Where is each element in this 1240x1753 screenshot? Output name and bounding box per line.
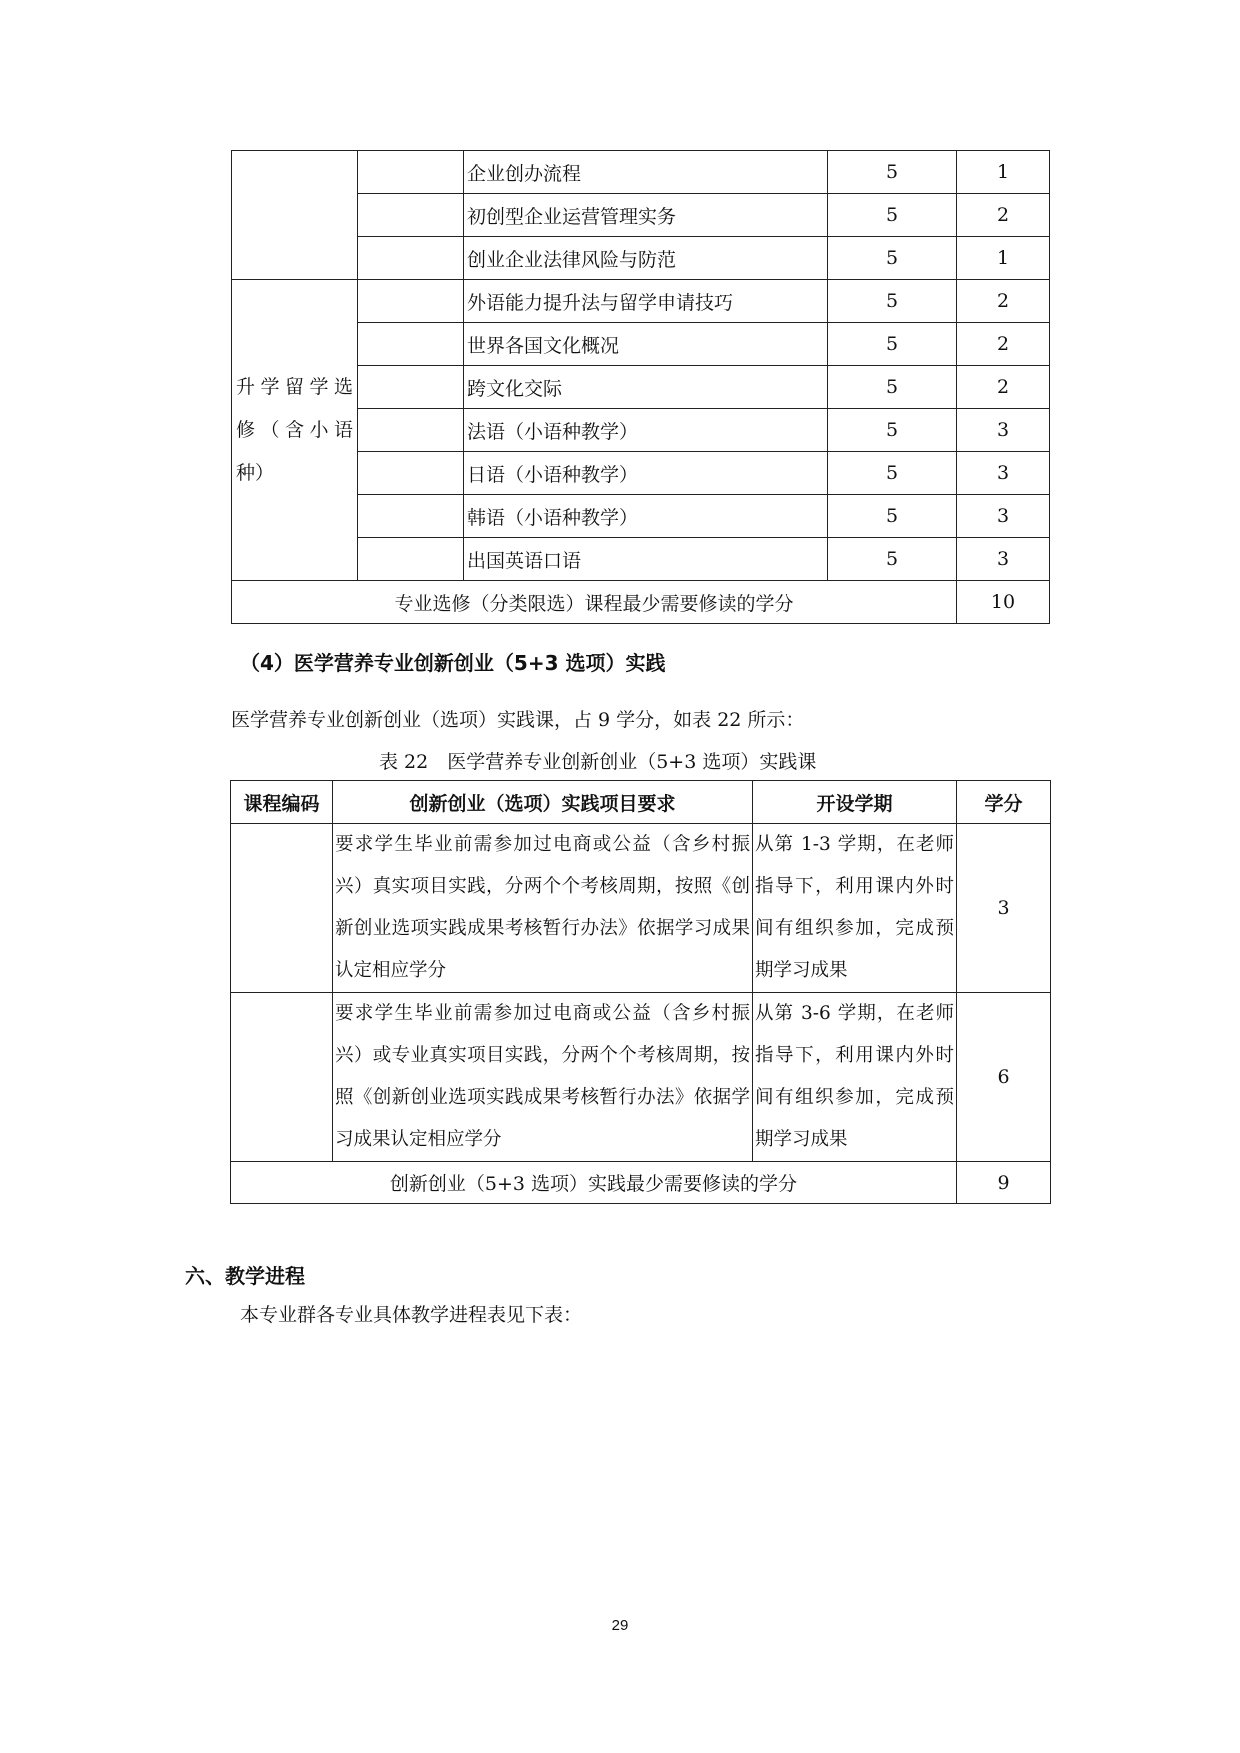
hours-cell: 5: [828, 280, 957, 323]
term-cell: 从第 1-3 学期，在老师指导下，利用课内外时间有组织参加，完成预期学习成果: [753, 824, 957, 993]
hours-cell: 5: [828, 366, 957, 409]
credit-cell: 3: [957, 538, 1050, 581]
elective-course-table: [231, 150, 1050, 624]
course-name-cell: 韩语（小语种教学）: [464, 495, 828, 538]
table-row: [231, 824, 1051, 993]
course-name-cell: 外语能力提升法与留学申请技巧: [464, 280, 828, 323]
credit-cell: 3: [957, 409, 1050, 452]
course-name-cell: 出国英语口语: [464, 538, 828, 581]
hours-cell: 5: [828, 409, 957, 452]
table-row: [231, 993, 1051, 1162]
hours-cell: 5: [828, 538, 957, 581]
course-code-cell: [358, 323, 464, 366]
group-label-line: 修（含小语: [236, 418, 353, 441]
table-row: [232, 280, 1050, 323]
course-name-cell: 创业企业法律风险与防范: [464, 237, 828, 280]
credit-cell: 3: [957, 824, 1051, 993]
course-name-cell: 法语（小语种教学）: [464, 409, 828, 452]
course-name-cell: 企业创办流程: [464, 151, 828, 194]
course-name-cell: 日语（小语种教学）: [464, 452, 828, 495]
credit-cell: 2: [957, 280, 1050, 323]
total-value: 9: [957, 1162, 1051, 1204]
course-code-cell: [358, 538, 464, 581]
header-term: 开设学期: [753, 781, 957, 824]
hours-cell: 5: [828, 237, 957, 280]
term-cell: 从第 3-6 学期，在老师指导下，利用课内外时间有组织参加，完成预期学习成果: [753, 993, 957, 1162]
table-header-row: [231, 781, 1051, 824]
total-label: 创新创业（5+3 选项）实践最少需要修读的学分: [231, 1162, 957, 1204]
table-row: [232, 151, 1050, 194]
header-course-code: 课程编码: [231, 781, 333, 824]
hours-cell: 5: [828, 495, 957, 538]
group-label-line: 种）: [236, 461, 275, 484]
total-row: [232, 581, 1050, 624]
course-code-cell: [358, 452, 464, 495]
credit-cell: 1: [957, 237, 1050, 280]
credit-cell: 6: [957, 993, 1051, 1162]
total-value: 10: [957, 581, 1050, 624]
hours-cell: 5: [828, 194, 957, 237]
section-4-heading: （4）医学营养专业创新创业（5+3 选项）实践: [240, 651, 666, 675]
course-code-cell: [358, 151, 464, 194]
course-name-cell: 世界各国文化概况: [464, 323, 828, 366]
header-credit: 学分: [957, 781, 1051, 824]
hours-cell: 5: [828, 452, 957, 495]
group-cell-upper: [232, 151, 358, 280]
credit-cell: 1: [957, 151, 1050, 194]
hours-cell: 5: [828, 151, 957, 194]
page-number: 29: [611, 1617, 629, 1634]
section-6-heading: 六、教学进程: [185, 1264, 305, 1288]
practice-table: [230, 780, 1051, 1204]
header-requirement: 创新创业（选项）实践项目要求: [333, 781, 753, 824]
course-code-cell: [231, 993, 333, 1162]
course-code-cell: [358, 237, 464, 280]
section-4-paragraph: 医学营养专业创新创业（选项）实践课，占 9 学分，如表 22 所示：: [231, 709, 805, 731]
total-row: [231, 1162, 1051, 1204]
course-code-cell: [358, 280, 464, 323]
course-name-cell: 初创型企业运营管理实务: [464, 194, 828, 237]
table-22-caption: 表 22 医学营养专业创新创业（5+3 选项）实践课: [379, 751, 817, 773]
course-code-cell: [358, 366, 464, 409]
total-label: 专业选修（分类限选）课程最少需要修读的学分: [232, 581, 957, 624]
section-6-paragraph: 本专业群各专业具体教学进程表见下表：: [240, 1304, 583, 1326]
credit-cell: 2: [957, 366, 1050, 409]
group-label: [232, 280, 358, 581]
group-label-line: 升学留学选: [236, 375, 353, 398]
credit-cell: 3: [957, 495, 1050, 538]
credit-cell: 3: [957, 452, 1050, 495]
credit-cell: 2: [957, 323, 1050, 366]
credit-cell: 2: [957, 194, 1050, 237]
course-code-cell: [358, 409, 464, 452]
requirement-cell: 要求学生毕业前需参加过电商或公益（含乡村振兴）真实项目实践，分两个个考核周期，按照《创新创业选项实践成果考核暂行办法》依据学习成果认定相应学分: [333, 824, 753, 993]
course-code-cell: [231, 824, 333, 993]
course-code-cell: [358, 495, 464, 538]
course-code-cell: [358, 194, 464, 237]
course-name-cell: 跨文化交际: [464, 366, 828, 409]
hours-cell: 5: [828, 323, 957, 366]
requirement-cell: 要求学生毕业前需参加过电商或公益（含乡村振兴）或专业真实项目实践，分两个个考核周期，按照《创新创业选项实践成果考核暂行办法》依据学习成果认定相应学分: [333, 993, 753, 1162]
